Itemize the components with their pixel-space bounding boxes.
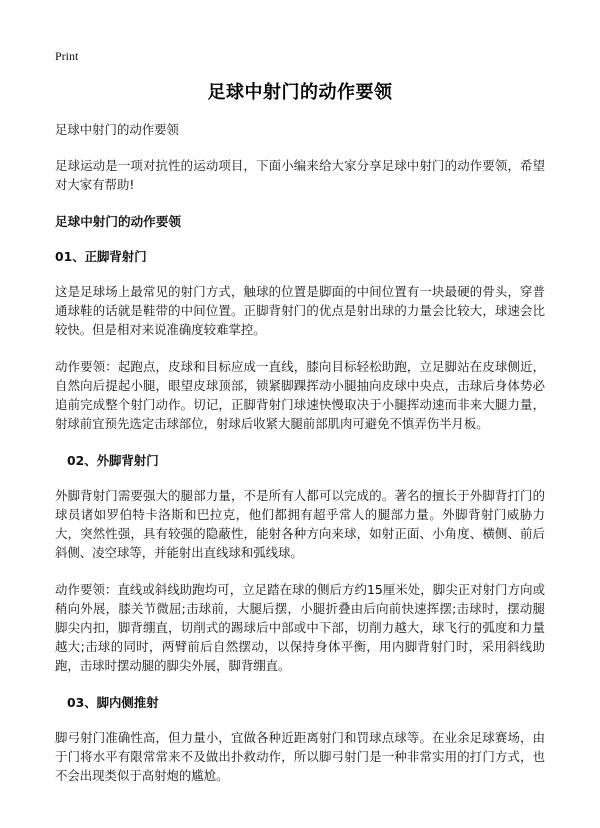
article-content <box>55 120 545 803</box>
article-subtitle: 足球中射门的动作要领 <box>55 122 179 137</box>
print-label[interactable]: Print <box>55 49 79 63</box>
section-3-heading: 03、脚内侧推射 <box>67 695 159 710</box>
section-1-heading: 01、正脚背射门 <box>55 249 147 264</box>
section-1-paragraph-2: 动作要领：起跑点，皮球和目标应成一直线，膝向目标轻松助跑，立足脚站在皮球侧近，自然向后提起小腿，眼望皮球顶部，锁紧脚踝挥动小腿抽向皮球中央点，击球后身体势必追前完成整个射门动作。切记，正脚背射门球速快慢取决于小腿挥动速而非来大腿力量，射球前宜预先选定击球部位，射球后收紧大腿前部肌肉可避免不慎弄伤半月板。 <box>55 359 545 431</box>
section-2-heading: 02、外脚背射门 <box>67 453 159 468</box>
section-2-paragraph-1: 外脚背射门需要强大的腿部力量，不是所有人都可以完成的。著名的擅长于外脚背打门的球员诸如罗伯特卡洛斯和巴拉克，他们都拥有超乎常人的腿部力量。外脚背射门威胁力大，突然性强，具有较强的隐蔽性，能射各种方向来球，如射正面、小角度、横侧、前后斜侧、凌空球等，并能射出直线球和弧线球。 <box>55 488 545 560</box>
section-2-paragraph-2: 动作要领：直线或斜线助跑均可，立足踏在球的侧后方约15厘米处，脚尖正对射门方向或稍向外展，膝关节微屈;击球前，大腿后摆，小腿折叠由后向前快速挥摆;击球时，摆动腿脚尖内扣，脚背绷直，切削式的踢球后中部或中下部，切削力越大，球飞行的弧度和力量越大;击球的同时，两臂前后自然摆动，以保持身体平衡，用内脚背射门时，采用斜线助跑，击球时摆动腿的脚尖外展，脚背绷直。 <box>55 582 545 673</box>
section-1-paragraph-1: 这是足球场上最常见的射门方式，触球的位置是脚面的中间位置有一块最硬的骨头，穿普通球鞋的话就是鞋带的中间位置。正脚背射门的优点是射出球的力量会比较大，球速会比较快。但是相对来说准确度较难掌控。 <box>55 284 545 337</box>
section-3-paragraph-1: 脚弓射门准确性高，但力量小，宜做各种近距离射门和罚球点球等。在业余足球赛场，由于门将水平有限常常来不及做出扑救动作，所以脚弓射门是一种非常实用的打门方式，也不会出现类似于高射炮的尴尬。 <box>55 730 545 783</box>
section-heading: 足球中射门的动作要领 <box>55 214 181 229</box>
intro-paragraph: 足球运动是一项对抗性的运动项目，下面小编来给大家分享足球中射门的动作要领，希望对大家有帮助! <box>55 158 545 192</box>
page-title: 足球中射门的动作要领 <box>207 82 393 103</box>
